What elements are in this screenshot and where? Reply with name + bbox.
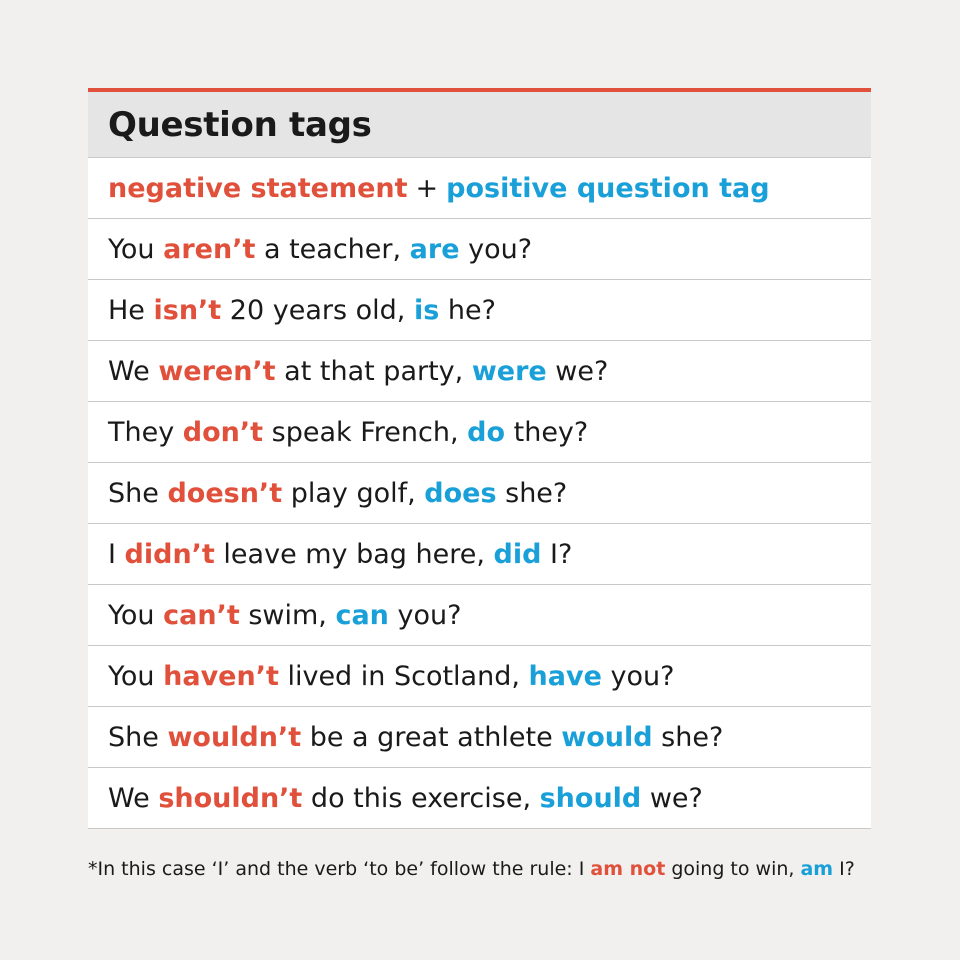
- example-text-middle: a teacher,: [255, 233, 410, 265]
- example-text-start: They: [108, 416, 183, 448]
- example-text-start: I: [108, 538, 125, 570]
- footnote: [88, 858, 888, 880]
- example-tag-verb: would: [561, 721, 653, 753]
- example-text-middle: swim,: [239, 599, 336, 631]
- example-text-middle: lived in Scotland,: [278, 660, 529, 692]
- example-text-end: he?: [439, 294, 496, 326]
- example-text-start: We: [108, 355, 159, 387]
- example-text-start: You: [108, 599, 164, 631]
- example-text-end: they?: [505, 416, 589, 448]
- example-text-end: we?: [546, 355, 609, 387]
- example-text-end: she?: [652, 721, 724, 753]
- example-text-middle: leave my bag here,: [214, 538, 494, 570]
- example-row: [88, 585, 871, 646]
- example-negative-verb: can’t: [163, 599, 240, 631]
- example-tag-verb: does: [424, 477, 497, 509]
- rule-positive: positive question tag: [446, 172, 770, 204]
- example-row: [88, 463, 871, 524]
- example-negative-verb: doesn’t: [167, 477, 283, 509]
- example-text-middle: do this exercise,: [302, 782, 540, 814]
- question-tags-table: [88, 88, 871, 829]
- example-tag-verb: can: [335, 599, 389, 631]
- example-text-end: she?: [496, 477, 568, 509]
- example-row: [88, 524, 871, 585]
- example-text-start: You: [108, 660, 164, 692]
- footnote-positive: am: [800, 858, 834, 880]
- example-negative-verb: wouldn’t: [167, 721, 302, 753]
- example-tag-verb: were: [471, 355, 547, 387]
- example-row: [88, 402, 871, 463]
- example-row: [88, 646, 871, 707]
- example-text-end: you?: [601, 660, 675, 692]
- example-text-start: You: [108, 233, 164, 265]
- rule-plus: +: [415, 172, 439, 204]
- example-tag-verb: should: [539, 782, 642, 814]
- example-text-end: you?: [459, 233, 533, 265]
- example-negative-verb: shouldn’t: [158, 782, 303, 814]
- example-text-start: We: [108, 782, 159, 814]
- example-text-start: She: [108, 477, 168, 509]
- example-text-start: He: [108, 294, 154, 326]
- example-row: [88, 341, 871, 402]
- example-text-middle: 20 years old,: [221, 294, 414, 326]
- example-tag-verb: is: [413, 294, 440, 326]
- example-text-middle: at that party,: [275, 355, 472, 387]
- table-title: Question tags: [108, 104, 372, 145]
- example-row: [88, 280, 871, 341]
- example-row: [88, 219, 871, 280]
- rule-negative: negative statement: [108, 172, 408, 204]
- example-text-middle: play golf,: [282, 477, 425, 509]
- example-text-middle: be a great athlete: [301, 721, 562, 753]
- example-row: [88, 768, 871, 829]
- example-text-end: we?: [641, 782, 703, 814]
- table-header: [88, 92, 871, 158]
- example-negative-verb: haven’t: [163, 660, 279, 692]
- example-negative-verb: isn’t: [153, 294, 222, 326]
- example-negative-verb: weren’t: [158, 355, 276, 387]
- example-tag-verb: have: [528, 660, 602, 692]
- example-text-start: She: [108, 721, 168, 753]
- example-text-middle: speak French,: [263, 416, 468, 448]
- example-text-end: you?: [388, 599, 462, 631]
- rule-row: [88, 158, 871, 219]
- example-row: [88, 707, 871, 768]
- example-tag-verb: did: [493, 538, 542, 570]
- example-negative-verb: didn’t: [124, 538, 215, 570]
- example-text-end: I?: [541, 538, 573, 570]
- footnote-text-end: I?: [833, 858, 855, 880]
- example-negative-verb: aren’t: [163, 233, 256, 265]
- footnote-negative: am not: [590, 858, 666, 880]
- example-tag-verb: do: [467, 416, 506, 448]
- footnote-text-start: *In this case ‘I’ and the verb ‘to be’ follow the rule: I: [88, 858, 591, 880]
- example-tag-verb: are: [409, 233, 460, 265]
- footnote-text-middle: going to win,: [665, 858, 801, 880]
- example-negative-verb: don’t: [182, 416, 264, 448]
